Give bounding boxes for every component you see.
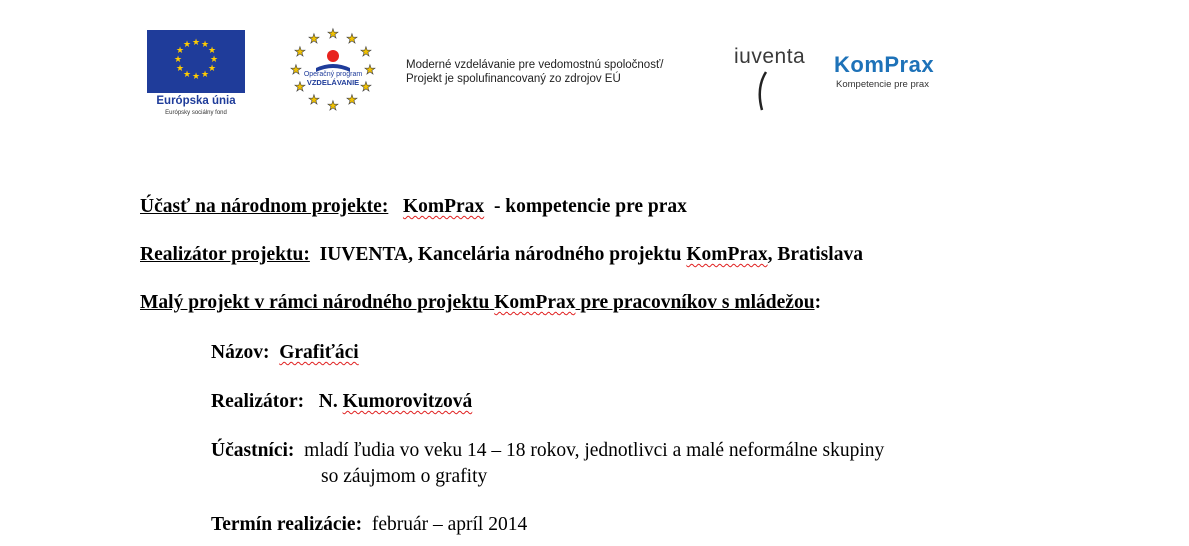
svg-text:★: ★ (191, 72, 201, 82)
op-text (300, 71, 366, 88)
term-label: Termín realizácie: (211, 514, 363, 535)
project-tagline (406, 58, 663, 86)
svg-text:★: ★ (200, 40, 210, 50)
tagline-line1: Moderné vzdelávanie pre vedomostnú spoločnosť/ (406, 59, 664, 71)
op-line1: Operačný program (303, 71, 363, 78)
svg-text:★: ★ (209, 55, 219, 65)
svg-text:★: ★ (191, 38, 201, 48)
svg-text:★: ★ (308, 93, 320, 108)
implementer-person-line (211, 391, 472, 413)
eu-flag-logo (147, 30, 245, 93)
participants-label: Účastníci: (211, 440, 295, 461)
implementer-person-initial: N. (318, 391, 338, 412)
op-line2: VZDELÁVANIE (306, 78, 360, 87)
term-line (211, 514, 527, 536)
svg-text:★: ★ (360, 45, 372, 60)
participants-line (211, 440, 884, 462)
eu-stars-icon (147, 30, 245, 93)
iuventa-logo: iuventa (734, 45, 806, 68)
svg-text:★: ★ (327, 27, 339, 42)
small-project-komprax: KomPrax (494, 292, 576, 313)
svg-text:★: ★ (175, 64, 185, 74)
participants-value: mladí ľudia vo veku 14 – 18 rokov, jednotlivci a malé neformálne skupiny (304, 440, 885, 461)
implementer-text: IUVENTA, Kancelária národného projektu (319, 244, 682, 265)
svg-text:★: ★ (346, 32, 358, 47)
term-value: február – apríl 2014 (371, 514, 528, 535)
project-implementer-line (140, 244, 863, 266)
svg-text:★: ★ (175, 46, 185, 56)
svg-text:★: ★ (360, 80, 372, 95)
svg-text:★: ★ (200, 70, 210, 80)
implementer-city: , Bratislava (767, 244, 863, 265)
svg-text:★: ★ (308, 32, 320, 47)
svg-text:★: ★ (182, 70, 192, 80)
name-value: Grafiťáci (279, 342, 359, 363)
svg-text:★: ★ (364, 63, 376, 78)
star-ring-icon (286, 26, 380, 112)
participation-label: Účasť na národnom projekte: (140, 196, 389, 217)
komprax-sub-label: Kompetencie pre prax (836, 79, 929, 90)
svg-text:★: ★ (294, 80, 306, 95)
project-participation-line (140, 196, 687, 218)
svg-text:★: ★ (207, 46, 217, 56)
eu-sub-label: Európsky sociálny fond (165, 110, 227, 116)
implementer-person-label: Realizátor: (211, 391, 305, 412)
eu-label: Európska únia (156, 95, 236, 107)
implementer-komprax: KomPrax (686, 244, 768, 265)
komprax-logo: KomPrax (834, 52, 935, 77)
svg-text:★: ★ (294, 45, 306, 60)
svg-text:★: ★ (173, 55, 183, 65)
participation-rest: - kompetencie pre prax (493, 196, 687, 217)
name-label: Názov: (211, 342, 270, 363)
small-project-line (140, 292, 821, 314)
implementer-label: Realizátor projektu: (140, 244, 310, 265)
svg-text:★: ★ (182, 40, 192, 50)
svg-text:★: ★ (346, 93, 358, 108)
svg-text:★: ★ (290, 63, 302, 78)
small-project-text: Malý projekt v rámci národného projektu (140, 292, 490, 313)
small-project-target: pre pracovníkov s mládežou (580, 292, 815, 313)
svg-text:★: ★ (327, 99, 339, 112)
participation-project-name: KomPrax (402, 196, 485, 217)
name-line (211, 342, 359, 364)
participants-line-2: so záujmom o grafity (321, 466, 488, 487)
implementer-person-name: Kumorovitzová (342, 391, 473, 412)
small-project-colon: : (814, 292, 822, 313)
svg-text:★: ★ (207, 64, 217, 74)
tagline-line2: Projekt je spolufinancovaný zo zdrojov EÚ (406, 73, 621, 85)
iuventa-swoosh-icon (748, 70, 778, 112)
op-vzdelavanie-logo (286, 26, 380, 112)
